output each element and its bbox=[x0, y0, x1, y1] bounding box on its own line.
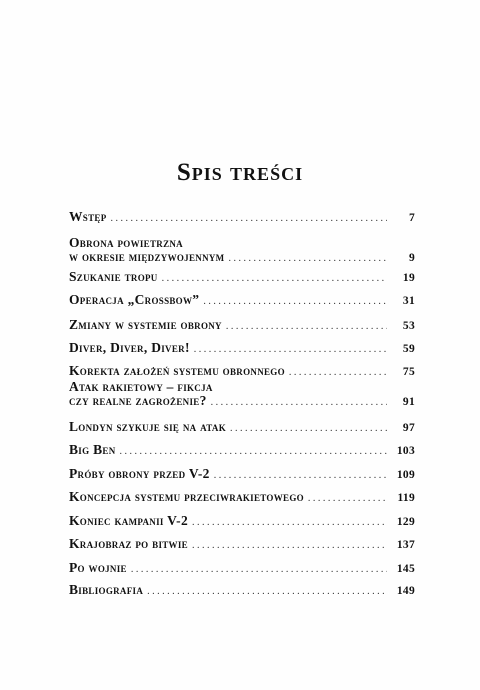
toc-entry-page: 109 bbox=[396, 469, 415, 481]
dot-leader bbox=[214, 469, 387, 483]
toc-entry-page: 59 bbox=[402, 343, 415, 355]
toc-entry-page: 91 bbox=[402, 396, 415, 408]
toc-entry-title: Bibliografia bbox=[69, 582, 144, 597]
toc-entry-title-line1: Atak rakietowy – fikcja bbox=[69, 379, 213, 394]
toc-entry-page: 9 bbox=[408, 252, 415, 264]
toc-entry bbox=[69, 364, 415, 380]
toc-entry bbox=[69, 293, 415, 309]
toc-entry-title: Po wojnie bbox=[69, 560, 127, 575]
dot-leader bbox=[192, 539, 387, 553]
dot-leader bbox=[230, 422, 387, 436]
toc-entry-title: w okresie międzywojennym bbox=[69, 249, 225, 264]
toc-entry-title: Szukanie tropu bbox=[69, 269, 158, 284]
dot-leader bbox=[194, 343, 387, 357]
dot-leader bbox=[228, 252, 387, 266]
dot-leader bbox=[120, 445, 388, 459]
toc-entry-page: 7 bbox=[408, 212, 415, 224]
toc-entry-page: 97 bbox=[402, 422, 415, 434]
dot-leader bbox=[111, 212, 387, 226]
toc-entry-page: 75 bbox=[402, 366, 415, 378]
dot-leader bbox=[162, 272, 387, 286]
toc-entry-page: 149 bbox=[396, 585, 415, 597]
toc-entry bbox=[69, 561, 415, 577]
dot-leader bbox=[147, 585, 387, 599]
toc-entry-title: Krajobraz po bitwie bbox=[69, 536, 188, 551]
toc-entry-title: czy realne zagrożenie? bbox=[69, 393, 207, 408]
toc-entry-title: Próby obrony przed V-2 bbox=[69, 466, 210, 481]
toc-entry-title: Zmiany w systemie obrony bbox=[69, 317, 222, 332]
toc-entry-title: Big Ben bbox=[69, 442, 116, 457]
toc-entry-page: 31 bbox=[402, 295, 415, 307]
dot-leader bbox=[203, 295, 387, 309]
toc-entry bbox=[69, 380, 415, 410]
toc-entry-page: 129 bbox=[396, 516, 415, 528]
toc-entry-title: Korekta założeń systemu obronnego bbox=[69, 363, 285, 378]
toc-entry bbox=[69, 270, 415, 286]
dot-leader bbox=[192, 516, 387, 530]
toc-entry-title-line1: Obrona powietrzna bbox=[69, 235, 183, 250]
toc-entry-title: Londyn szykuje się na atak bbox=[69, 419, 226, 434]
toc-entry-title: Operacja „Crossbow” bbox=[69, 292, 200, 307]
toc-entry bbox=[69, 583, 415, 599]
toc-entry-page: 145 bbox=[396, 563, 415, 575]
toc-entry-title: Koncepcja systemu przeciwrakietowego bbox=[69, 489, 304, 504]
dot-leader bbox=[226, 320, 387, 334]
toc-entry-title: Diver, Diver, Diver! bbox=[69, 340, 190, 355]
toc-entry-title: Koniec kampanii V-2 bbox=[69, 513, 189, 528]
dot-leader bbox=[211, 396, 387, 410]
toc-entry bbox=[69, 318, 415, 334]
toc-entry-page: 19 bbox=[402, 272, 415, 284]
toc-entry-page: 137 bbox=[396, 539, 415, 551]
toc-entry-title: Wstęp bbox=[69, 209, 107, 224]
toc-entry bbox=[69, 467, 415, 483]
toc-entry-page: 119 bbox=[397, 492, 415, 504]
dot-leader bbox=[131, 563, 387, 577]
dot-leader bbox=[308, 492, 387, 506]
toc-entry bbox=[69, 236, 415, 266]
toc-entry bbox=[69, 537, 415, 553]
toc-entry-page: 53 bbox=[402, 320, 415, 332]
dot-leader bbox=[289, 366, 387, 380]
toc-entry bbox=[69, 514, 415, 530]
toc-entry bbox=[69, 443, 415, 459]
toc-entry-page: 103 bbox=[396, 445, 415, 457]
toc-entry bbox=[69, 490, 415, 506]
toc-title: Spis treści bbox=[176, 159, 304, 186]
toc-entry bbox=[69, 420, 415, 436]
toc-entry bbox=[69, 341, 415, 357]
toc-entry bbox=[69, 210, 415, 226]
